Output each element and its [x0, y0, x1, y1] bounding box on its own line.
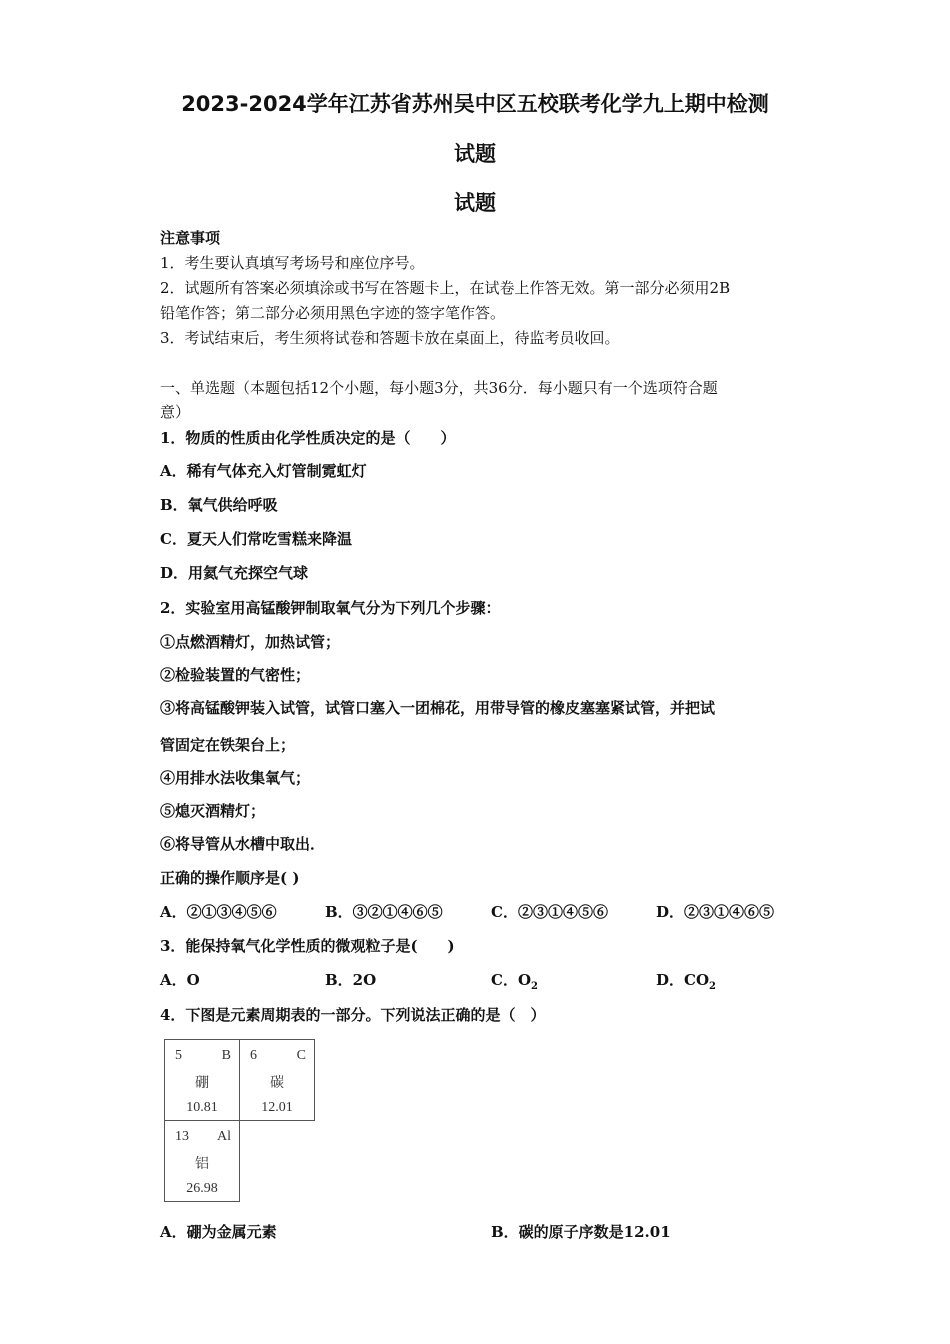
question-2-step: ②检验装置的气密性； [160, 666, 311, 684]
question-4-option-b: B．碳的原子序数是12.01 [491, 1223, 671, 1241]
question-2-step: ③将高锰酸钾装入试管，试管口塞入一团棉花，用带导管的橡皮塞塞紧试管，并把试 [160, 699, 716, 717]
atomic-number: 13 [175, 1129, 189, 1144]
question-1-option-c: C．夏天人们常吃雪糕来降温 [160, 530, 352, 548]
question-1-option-d: D．用氦气充探空气球 [160, 564, 309, 582]
atomic-mass: 26.98 [186, 1181, 218, 1196]
question-2-option-d: D．②③①④⑥⑤ [656, 903, 775, 921]
section-heading: 一、单选题（本题包括12个小题，每小题3分，共36分．每小题只有一个选项符合题 [160, 379, 718, 397]
element-symbol: B [221, 1048, 231, 1063]
notice-item: 3．考试结束后，考生须将试卷和答题卡放在桌面上，待监考员收回。 [160, 329, 620, 347]
question-3-option-b: B．2O [325, 971, 377, 989]
page-title: 2023-2024学年江苏省苏州吴中区五校联考化学九上期中检测 [181, 92, 769, 116]
atomic-number: 5 [175, 1048, 182, 1063]
element-cell-boron [164, 1039, 240, 1121]
question-3-option-a: A．O [160, 971, 200, 989]
element-symbol: C [296, 1048, 306, 1063]
question-3-option-c: C．$O_2$ [491, 971, 538, 992]
atomic-number: 6 [250, 1048, 257, 1063]
section-heading-cont: 意） [160, 403, 191, 421]
question-1-option-b: B．氧气供给呼吸 [160, 496, 278, 514]
section-title: 试题 [454, 191, 496, 215]
element-name: 碳 [270, 1076, 284, 1091]
element-symbol: Al [217, 1129, 231, 1144]
notice-item: 1．考生要认真填写考场号和座位序号。 [160, 254, 425, 272]
element-name: 铝 [195, 1157, 209, 1172]
question-4-option-a: A．硼为金属元素 [160, 1223, 277, 1241]
atomic-mass: 10.81 [186, 1100, 218, 1115]
periodic-table-fragment [164, 1039, 316, 1203]
question-2-step: ①点燃酒精灯，加热试管； [160, 633, 341, 651]
question-2-option-a: A．②①③④⑤⑥ [160, 903, 277, 921]
element-cell-aluminium [164, 1120, 240, 1202]
page-title-line2: 试题 [454, 142, 496, 166]
question-2-stem: 2．实验室用高锰酸钾制取氧气分为下列几个步骤： [160, 599, 501, 617]
question-2-option-c: C．②③①④⑤⑥ [491, 903, 608, 921]
question-1-option-a: A．稀有气体充入灯管制霓虹灯 [160, 462, 367, 480]
element-name: 硼 [195, 1076, 209, 1091]
question-2-step: ④用排水法收集氧气； [160, 769, 311, 787]
question-3-stem: 3．能保持氧气化学性质的微观粒子是( ) [160, 937, 455, 955]
question-2-step: ⑤熄灭酒精灯； [160, 802, 266, 820]
question-3-option-d: D．$CO_2$ [656, 971, 716, 992]
notice-item: 2．试题所有答案必须填涂或书写在答题卡上，在试卷上作答无效。第一部分必须用2B [160, 279, 731, 297]
element-cell-carbon [239, 1039, 315, 1121]
question-2-option-b: B．③②①④⑥⑤ [325, 903, 443, 921]
question-2-prompt: 正确的操作顺序是( ) [160, 869, 300, 887]
question-4-stem: 4．下图是元素周期表的一部分。下列说法正确的是（ ） [160, 1006, 546, 1024]
atomic-mass: 12.01 [261, 1100, 293, 1115]
question-2-step: 管固定在铁架台上； [160, 736, 296, 754]
question-1-stem: 1．物质的性质由化学性质决定的是（ ） [160, 429, 456, 447]
notice-item: 铅笔作答；第二部分必须用黑色字迹的签字笔作答。 [160, 304, 506, 322]
question-2-step: ⑥将导管从水槽中取出． [160, 835, 326, 853]
notice-heading: 注意事项 [160, 229, 221, 247]
